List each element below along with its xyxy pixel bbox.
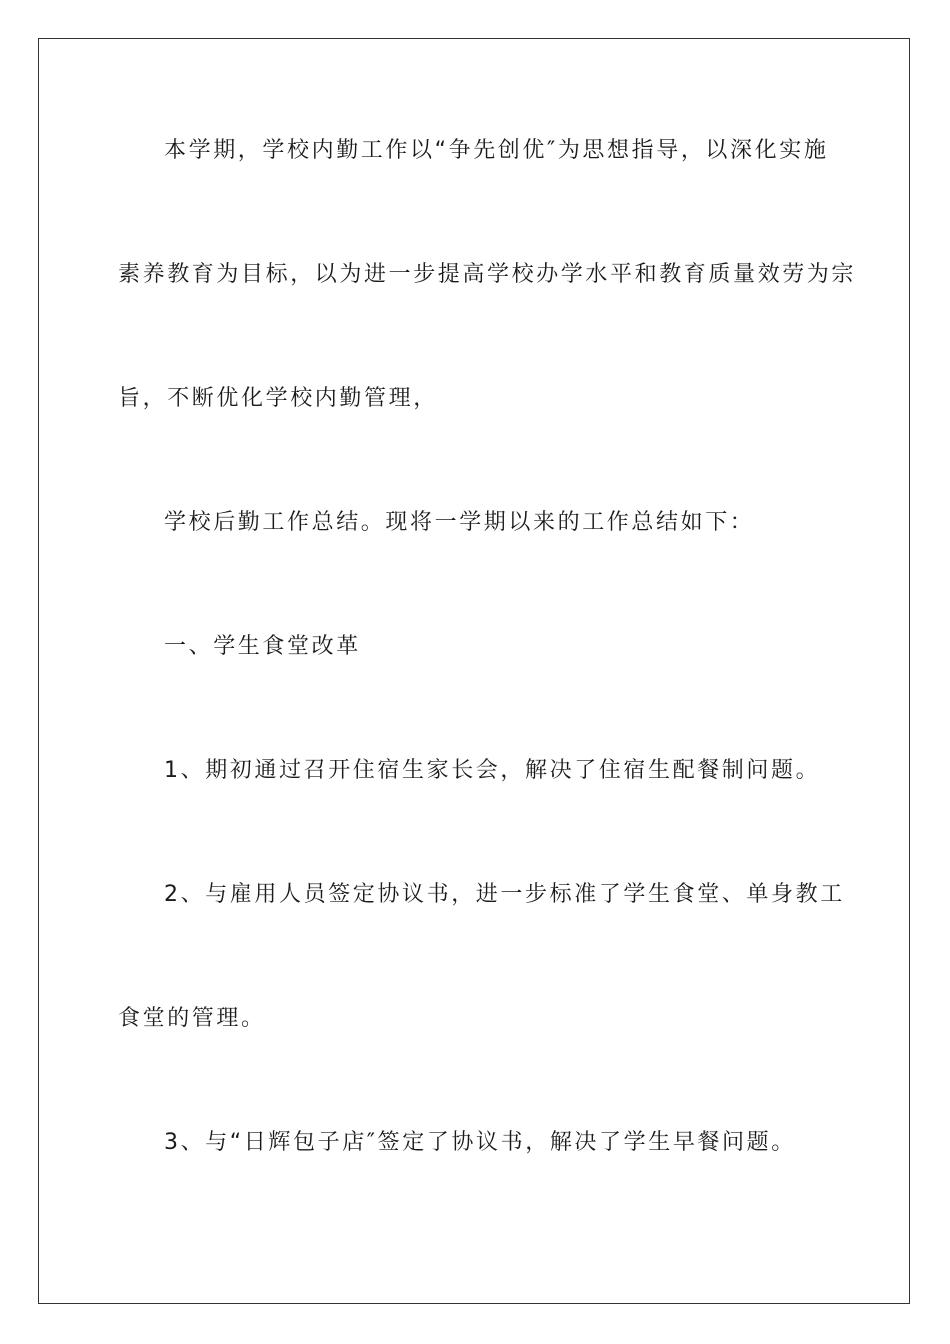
list-item-1: 1、期初通过召开住宿生家长会，解决了住宿生配餐制问题。 (164, 758, 821, 783)
list-item-2-line-2: 食堂的管理。 (118, 1006, 266, 1031)
page-border (38, 38, 910, 1304)
paragraph-intro-line-1: 本学期，学校内勤工作以“争先创优″为思想指导，以深化实施 (164, 138, 829, 163)
section-heading-1: 一、学生食堂改革 (164, 634, 361, 659)
paragraph-intro-line-3: 旨，不断优化学校内勤管理， (118, 386, 438, 411)
list-item-2-line-1: 2、与雇用人员签定协议书，进一步标准了学生食堂、单身教工 (164, 882, 845, 907)
list-item-3: 3、与“日辉包子店″签定了协议书，解决了学生早餐问题。 (164, 1130, 796, 1155)
paragraph-summary: 学校后勤工作总结。现将一学期以来的工作总结如下： (164, 510, 755, 535)
paragraph-intro-line-2: 素养教育为目标，以为进一步提高学校办学水平和教育质量效劳为宗 (118, 262, 857, 287)
